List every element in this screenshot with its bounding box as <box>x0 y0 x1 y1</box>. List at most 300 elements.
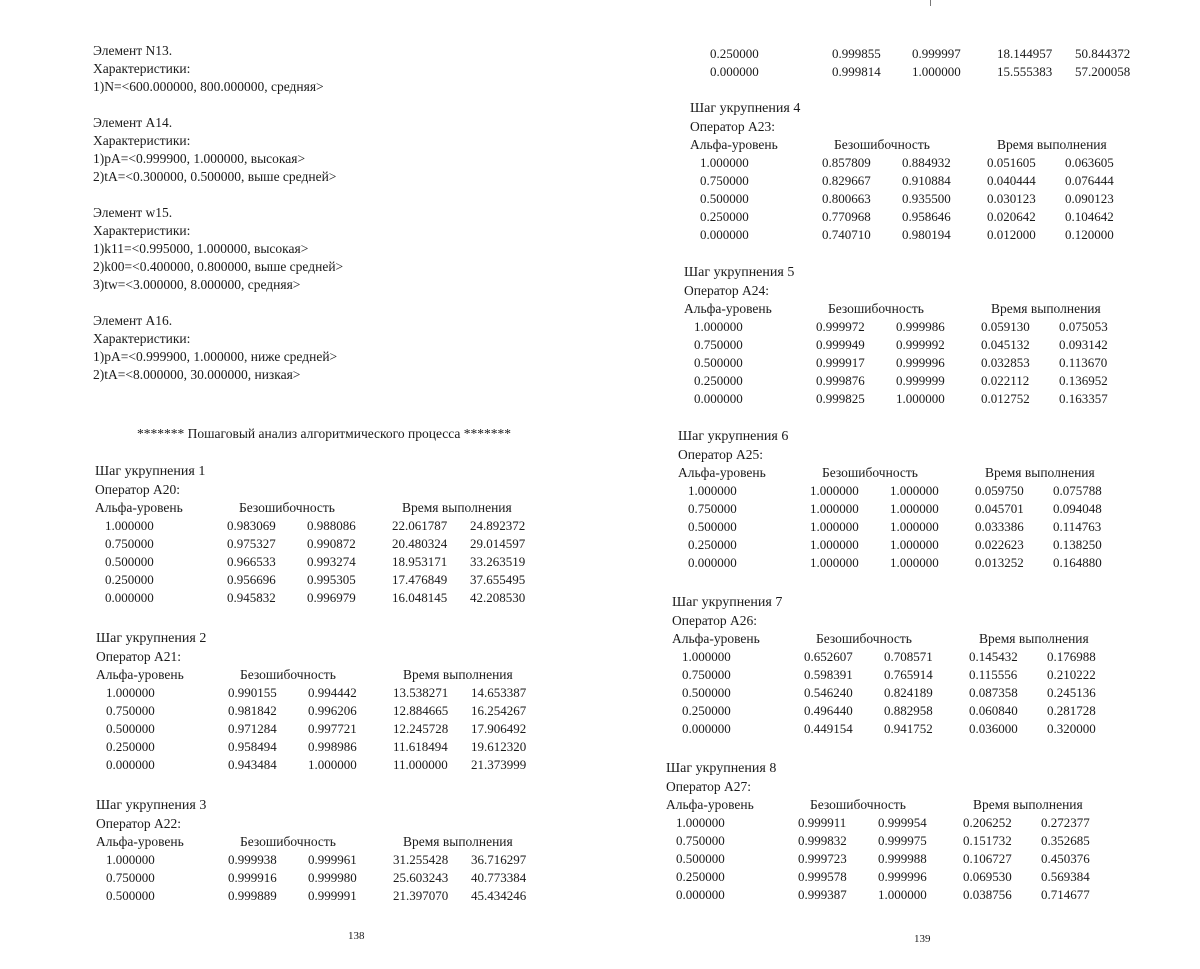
table-cell: 0.030123 <box>987 190 1065 208</box>
results-table <box>95 499 550 607</box>
table-row <box>96 756 551 774</box>
table-cell: 0.090123 <box>1065 190 1145 208</box>
table-row <box>666 832 1121 850</box>
table-cell: 29.014597 <box>470 535 550 553</box>
table-cell: 0.087358 <box>969 684 1047 702</box>
table-cell: 0.857809 <box>822 154 902 172</box>
table-cell: 0.765914 <box>884 666 969 684</box>
table-row <box>684 390 1139 408</box>
continued-rows <box>700 45 1155 81</box>
table-cell: 0.281728 <box>1047 702 1127 720</box>
header-alpha: Альфа-уровень <box>678 464 810 482</box>
table-cell: 0.999991 <box>308 887 393 905</box>
table-cell: 21.397070 <box>393 887 471 905</box>
table-row <box>95 535 550 553</box>
table-cell: 37.655495 <box>470 571 550 589</box>
table-cell: 0.094048 <box>1053 500 1133 518</box>
table-cell: 1.000000 <box>672 648 804 666</box>
table-cell: 12.884665 <box>393 702 471 720</box>
table-cell: 21.373999 <box>471 756 551 774</box>
table-cell: 33.263519 <box>470 553 550 571</box>
table-cell: 0.022623 <box>975 536 1053 554</box>
header-time: Время выполнения <box>393 666 551 684</box>
table-cell: 0.063605 <box>1065 154 1145 172</box>
table-cell: 1.000000 <box>95 517 227 535</box>
table-cell: 0.770968 <box>822 208 902 226</box>
table-header-row <box>95 499 550 517</box>
table-row <box>672 720 1127 738</box>
continued-table <box>700 45 1155 81</box>
table-cell: 0.958646 <box>902 208 987 226</box>
table-cell: 0.069530 <box>963 868 1041 886</box>
header-alpha: Альфа-уровень <box>672 630 804 648</box>
table-cell: 0.996206 <box>308 702 393 720</box>
table-cell: 0.995305 <box>307 571 392 589</box>
table-row <box>666 814 1121 832</box>
table-cell: 0.036000 <box>969 720 1047 738</box>
table-cell: 0.999911 <box>798 814 878 832</box>
table-cell: 0.060840 <box>969 702 1047 720</box>
table-row <box>684 336 1139 354</box>
table-row <box>678 536 1133 554</box>
table-cell: 1.000000 <box>690 154 822 172</box>
table-cell: 0.990155 <box>228 684 308 702</box>
table-cell: 0.884932 <box>902 154 987 172</box>
table-cell: 0.999972 <box>816 318 896 336</box>
table-cell: 0.500000 <box>684 354 816 372</box>
table-cell: 18.144957 <box>997 45 1075 63</box>
element-label: Характеристики: <box>93 132 343 150</box>
table-cell: 11.000000 <box>393 756 471 774</box>
table-row <box>690 154 1145 172</box>
step-title: Шаг укрупнения 8 <box>666 760 1121 778</box>
table-cell: 0.999832 <box>798 832 878 850</box>
table-cell: 20.480324 <box>392 535 470 553</box>
table-row <box>96 851 551 869</box>
table-cell: 0.999916 <box>228 869 308 887</box>
table-cell: 0.935500 <box>902 190 987 208</box>
results-table <box>96 833 551 905</box>
table-cell: 1.000000 <box>810 518 890 536</box>
table-cell: 24.892372 <box>470 517 550 535</box>
table-cell: 0.740710 <box>822 226 902 244</box>
table-cell: 0.983069 <box>227 517 307 535</box>
table-row <box>672 702 1127 720</box>
element-item: 1)pA=<0.999900, 1.000000, высокая> <box>93 150 343 168</box>
header-reliability: Безошибочность <box>228 666 393 684</box>
table-cell: 0.999986 <box>896 318 981 336</box>
element-title: Элемент A16. <box>93 312 343 330</box>
table-cell: 1.000000 <box>96 851 228 869</box>
table-cell: 0.546240 <box>804 684 884 702</box>
step-title: Шаг укрупнения 7 <box>672 594 1127 612</box>
table-cell: 0.999980 <box>308 869 393 887</box>
table-row <box>690 172 1145 190</box>
element-label: Характеристики: <box>93 60 343 78</box>
table-header-row <box>666 796 1121 814</box>
table-row <box>700 45 1155 63</box>
table-cell: 0.956696 <box>227 571 307 589</box>
table-cell: 1.000000 <box>890 536 975 554</box>
table-cell: 0.999578 <box>798 868 878 886</box>
table-cell: 0.496440 <box>804 702 884 720</box>
table-cell: 0.045132 <box>981 336 1059 354</box>
table-cell: 0.093142 <box>1059 336 1139 354</box>
element-item: 2)k00=<0.400000, 0.800000, выше средней> <box>93 258 343 276</box>
table-row <box>690 226 1145 244</box>
table-cell: 0.750000 <box>96 869 228 887</box>
table-cell: 0.652607 <box>804 648 884 666</box>
table-cell: 25.603243 <box>393 869 471 887</box>
step-block <box>690 100 1145 244</box>
table-cell: 0.750000 <box>96 702 228 720</box>
table-header-row <box>678 464 1133 482</box>
table-cell: 0.993274 <box>307 553 392 571</box>
table-cell: 0.980194 <box>902 226 987 244</box>
table-cell: 16.254267 <box>471 702 551 720</box>
table-cell: 0.114763 <box>1053 518 1133 536</box>
table-cell: 0.958494 <box>228 738 308 756</box>
table-row <box>96 887 551 905</box>
header-alpha: Альфа-уровень <box>684 300 816 318</box>
table-cell: 0.000000 <box>666 886 798 904</box>
table-cell: 1.000000 <box>678 482 810 500</box>
table-cell: 0.943484 <box>228 756 308 774</box>
table-cell: 0.999814 <box>832 63 912 81</box>
operator-label: Оператор A24: <box>684 282 1139 300</box>
table-cell: 50.844372 <box>1075 45 1155 63</box>
table-row <box>96 720 551 738</box>
table-cell: 17.906492 <box>471 720 551 738</box>
table-cell: 0.250000 <box>678 536 810 554</box>
table-cell: 0.910884 <box>902 172 987 190</box>
table-header-row <box>690 136 1145 154</box>
results-table <box>672 630 1127 738</box>
table-cell: 0.000000 <box>690 226 822 244</box>
table-cell: 22.061787 <box>392 517 470 535</box>
table-cell: 0.000000 <box>96 756 228 774</box>
table-cell: 0.999876 <box>816 372 896 390</box>
step-title: Шаг укрупнения 6 <box>678 428 1133 446</box>
table-row <box>684 372 1139 390</box>
operator-label: Оператор A26: <box>672 612 1127 630</box>
table-cell: 0.210222 <box>1047 666 1127 684</box>
header-reliability: Безошибочность <box>804 630 969 648</box>
table-cell: 0.999889 <box>228 887 308 905</box>
table-cell: 1.000000 <box>890 482 975 500</box>
header-reliability: Безошибочность <box>798 796 963 814</box>
step-block <box>96 630 551 774</box>
table-cell: 0.941752 <box>884 720 969 738</box>
table-row <box>96 702 551 720</box>
table-cell: 0.988086 <box>307 517 392 535</box>
table-header-row <box>672 630 1127 648</box>
table-cell: 0.120000 <box>1065 226 1145 244</box>
element-item: 1)pA=<0.999900, 1.000000, ниже средней> <box>93 348 343 366</box>
table-cell: 1.000000 <box>890 554 975 572</box>
step-block <box>678 428 1133 572</box>
table-cell: 0.500000 <box>96 720 228 738</box>
header-reliability: Безошибочность <box>810 464 975 482</box>
table-row <box>678 482 1133 500</box>
step-block <box>95 463 550 607</box>
header-reliability: Безошибочность <box>227 499 392 517</box>
table-cell: 1.000000 <box>912 63 997 81</box>
table-cell: 1.000000 <box>878 886 963 904</box>
header-alpha: Альфа-уровень <box>666 796 798 814</box>
step-title: Шаг укрупнения 3 <box>96 797 551 815</box>
table-cell: 0.104642 <box>1065 208 1145 226</box>
table-row <box>684 354 1139 372</box>
scan-mark <box>930 0 931 6</box>
results-table <box>666 796 1121 904</box>
table-cell: 1.000000 <box>308 756 393 774</box>
table-cell: 0.999988 <box>878 850 963 868</box>
operator-label: Оператор A27: <box>666 778 1121 796</box>
table-cell: 19.612320 <box>471 738 551 756</box>
header-alpha: Альфа-уровень <box>96 666 228 684</box>
table-cell: 0.999387 <box>798 886 878 904</box>
table-cell: 0.020642 <box>987 208 1065 226</box>
table-row <box>672 648 1127 666</box>
table-cell: 0.000000 <box>678 554 810 572</box>
table-cell: 0.996979 <box>307 589 392 607</box>
left-page <box>0 0 600 969</box>
operator-label: Оператор A20: <box>95 481 550 499</box>
header-time: Время выполнения <box>981 300 1139 318</box>
table-cell: 0.033386 <box>975 518 1053 536</box>
step-title: Шаг укрупнения 1 <box>95 463 550 481</box>
table-cell: 0.750000 <box>690 172 822 190</box>
table-cell: 0.975327 <box>227 535 307 553</box>
table-cell: 0.500000 <box>672 684 804 702</box>
table-row <box>672 684 1127 702</box>
table-cell: 1.000000 <box>810 500 890 518</box>
table-row <box>678 554 1133 572</box>
table-cell: 0.040444 <box>987 172 1065 190</box>
table-row <box>678 518 1133 536</box>
table-cell: 1.000000 <box>890 500 975 518</box>
table-cell: 0.999917 <box>816 354 896 372</box>
table-cell: 0.038756 <box>963 886 1041 904</box>
table-cell: 0.106727 <box>963 850 1041 868</box>
table-cell: 0.750000 <box>684 336 816 354</box>
table-cell: 45.434246 <box>471 887 551 905</box>
table-cell: 36.716297 <box>471 851 551 869</box>
table-cell: 0.176988 <box>1047 648 1127 666</box>
table-cell: 31.255428 <box>393 851 471 869</box>
table-cell: 0.999996 <box>878 868 963 886</box>
operator-label: Оператор A21: <box>96 648 551 666</box>
table-cell: 0.999954 <box>878 814 963 832</box>
table-row <box>96 738 551 756</box>
element-title: Элемент A14. <box>93 114 343 132</box>
table-cell: 0.138250 <box>1053 536 1133 554</box>
table-cell: 0.990872 <box>307 535 392 553</box>
table-cell: 0.012000 <box>987 226 1065 244</box>
table-cell: 0.250000 <box>672 702 804 720</box>
table-cell: 0.000000 <box>684 390 816 408</box>
table-cell: 0.022112 <box>981 372 1059 390</box>
table-cell: 0.999723 <box>798 850 878 868</box>
table-cell: 1.000000 <box>896 390 981 408</box>
table-row <box>690 208 1145 226</box>
table-cell: 0.250000 <box>690 208 822 226</box>
table-header-row <box>96 666 551 684</box>
step-title: Шаг укрупнения 2 <box>96 630 551 648</box>
table-cell: 0.113670 <box>1059 354 1139 372</box>
results-table <box>678 464 1133 572</box>
element-item: 2)tA=<8.000000, 30.000000, низкая> <box>93 366 343 384</box>
table-cell: 0.945832 <box>227 589 307 607</box>
table-row <box>666 868 1121 886</box>
table-cell: 0.013252 <box>975 554 1053 572</box>
table-cell: 0.998986 <box>308 738 393 756</box>
table-cell: 0.115556 <box>969 666 1047 684</box>
table-cell: 0.500000 <box>95 553 227 571</box>
table-cell: 0.245136 <box>1047 684 1127 702</box>
step-block <box>684 264 1139 408</box>
header-alpha: Альфа-уровень <box>96 833 228 851</box>
table-cell: 0.999992 <box>896 336 981 354</box>
header-alpha: Альфа-уровень <box>690 136 822 154</box>
table-cell: 0.999996 <box>896 354 981 372</box>
operator-label: Оператор A25: <box>678 446 1133 464</box>
table-cell: 1.000000 <box>890 518 975 536</box>
table-row <box>690 190 1145 208</box>
table-cell: 0.999975 <box>878 832 963 850</box>
right-page <box>600 0 1200 969</box>
table-cell: 1.000000 <box>666 814 798 832</box>
table-cell: 11.618494 <box>393 738 471 756</box>
table-row <box>96 684 551 702</box>
table-cell: 0.500000 <box>96 887 228 905</box>
table-cell: 0.966533 <box>227 553 307 571</box>
header-time: Время выполнения <box>963 796 1121 814</box>
table-cell: 0.999997 <box>912 45 997 63</box>
table-cell: 0.059130 <box>981 318 1059 336</box>
table-cell: 0.971284 <box>228 720 308 738</box>
table-cell: 0.012752 <box>981 390 1059 408</box>
table-cell: 1.000000 <box>810 482 890 500</box>
table-cell: 0.059750 <box>975 482 1053 500</box>
table-row <box>666 886 1121 904</box>
step-block <box>672 594 1127 738</box>
table-cell: 0.824189 <box>884 684 969 702</box>
table-cell: 0.598391 <box>804 666 884 684</box>
table-cell: 0.250000 <box>666 868 798 886</box>
table-cell: 16.048145 <box>392 589 470 607</box>
table-cell: 17.476849 <box>392 571 470 589</box>
table-cell: 0.800663 <box>822 190 902 208</box>
table-cell: 0.250000 <box>700 45 832 63</box>
header-time: Время выполнения <box>393 833 551 851</box>
table-cell: 1.000000 <box>810 554 890 572</box>
header-reliability: Безошибочность <box>816 300 981 318</box>
table-cell: 0.569384 <box>1041 868 1121 886</box>
table-cell: 57.200058 <box>1075 63 1155 81</box>
element-item: 1)N=<600.000000, 800.000000, средняя> <box>93 78 343 96</box>
table-row <box>96 869 551 887</box>
table-cell: 0.272377 <box>1041 814 1121 832</box>
table-cell: 0.320000 <box>1047 720 1127 738</box>
table-cell: 0.714677 <box>1041 886 1121 904</box>
table-cell: 0.997721 <box>308 720 393 738</box>
element-item: 1)k11=<0.995000, 1.000000, высокая> <box>93 240 343 258</box>
table-cell: 0.163357 <box>1059 390 1139 408</box>
table-cell: 0.250000 <box>96 738 228 756</box>
table-cell: 14.653387 <box>471 684 551 702</box>
header-time: Время выполнения <box>392 499 550 517</box>
table-cell: 0.000000 <box>700 63 832 81</box>
results-table <box>96 666 551 774</box>
table-cell: 0.000000 <box>672 720 804 738</box>
table-cell: 0.151732 <box>963 832 1041 850</box>
table-cell: 0.500000 <box>666 850 798 868</box>
table-cell: 0.999855 <box>832 45 912 63</box>
header-time: Время выполнения <box>987 136 1145 154</box>
table-cell: 0.500000 <box>690 190 822 208</box>
step-title: Шаг укрупнения 4 <box>690 100 1145 118</box>
table-cell: 0.750000 <box>672 666 804 684</box>
table-cell: 0.829667 <box>822 172 902 190</box>
results-table <box>690 136 1145 244</box>
table-cell: 0.206252 <box>963 814 1041 832</box>
operator-label: Оператор A22: <box>96 815 551 833</box>
step-title: Шаг укрупнения 5 <box>684 264 1139 282</box>
table-cell: 0.999949 <box>816 336 896 354</box>
table-cell: 0.032853 <box>981 354 1059 372</box>
table-cell: 0.981842 <box>228 702 308 720</box>
table-cell: 0.045701 <box>975 500 1053 518</box>
table-cell: 0.882958 <box>884 702 969 720</box>
table-cell: 0.750000 <box>95 535 227 553</box>
step-block <box>96 797 551 905</box>
table-cell: 1.000000 <box>96 684 228 702</box>
table-cell: 13.538271 <box>393 684 471 702</box>
table-cell: 0.352685 <box>1041 832 1121 850</box>
table-cell: 1.000000 <box>684 318 816 336</box>
page-number: 139 <box>914 933 931 945</box>
element-list <box>93 42 343 384</box>
table-cell: 0.999999 <box>896 372 981 390</box>
analysis-title: ******* Пошаговый анализ алгоритмического процесса ******* <box>137 426 511 442</box>
operator-label: Оператор A23: <box>690 118 1145 136</box>
element-title: Элемент w15. <box>93 204 343 222</box>
table-row <box>95 553 550 571</box>
table-row <box>684 318 1139 336</box>
table-row <box>700 63 1155 81</box>
table-cell: 1.000000 <box>810 536 890 554</box>
element-item: 3)tw=<3.000000, 8.000000, средняя> <box>93 276 343 294</box>
table-row <box>95 589 550 607</box>
table-cell: 0.500000 <box>678 518 810 536</box>
table-cell: 0.145432 <box>969 648 1047 666</box>
table-cell: 0.075788 <box>1053 482 1133 500</box>
table-header-row <box>96 833 551 851</box>
table-row <box>672 666 1127 684</box>
table-cell: 0.750000 <box>678 500 810 518</box>
results-table <box>684 300 1139 408</box>
table-cell: 0.136952 <box>1059 372 1139 390</box>
table-cell: 0.999938 <box>228 851 308 869</box>
table-row <box>666 850 1121 868</box>
table-cell: 0.994442 <box>308 684 393 702</box>
page-number: 138 <box>348 930 365 942</box>
table-cell: 18.953171 <box>392 553 470 571</box>
table-cell: 0.708571 <box>884 648 969 666</box>
table-cell: 0.250000 <box>684 372 816 390</box>
